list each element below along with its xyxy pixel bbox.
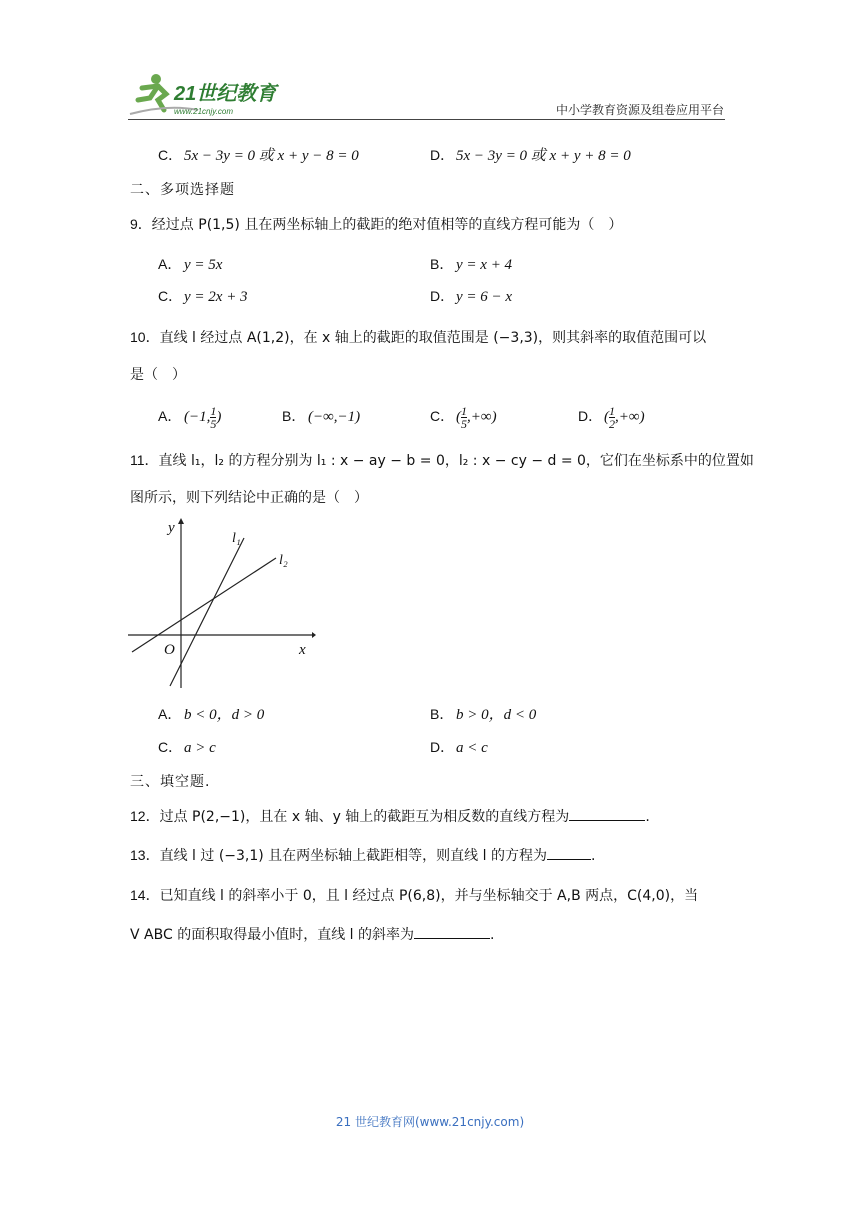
y-axis-label: y (168, 520, 175, 536)
q10-stem-line2: 是（ ） (130, 367, 186, 383)
q11-option-c: C． a > c (158, 739, 216, 756)
q11-option-b: B． b > 0，d < 0 (430, 706, 537, 723)
l1-label: l₁ (232, 531, 241, 546)
q14-answer-blank (414, 924, 490, 939)
l2-label: l₂ (279, 553, 288, 568)
q11-stem-line1: 11．直线 l₁，l₂ 的方程分别为 l₁ : x − ay − b = 0，l₂ : x − cy − d = 0，它们在坐标系中的位置如 (130, 452, 754, 469)
site-logo (128, 70, 298, 120)
q10-option-b: B． (−∞,−1) (282, 408, 361, 425)
q8-option-d: D． 5x − 3y = 0 或 x + y + 8 = 0 (430, 147, 631, 164)
header-divider (128, 119, 725, 120)
footer-source[interactable]: 21 世纪教育网(www.21cnjy.com) (335, 1115, 525, 1129)
line-l2 (132, 558, 276, 652)
header-platform-text: 中小学教育资源及组卷应用平台 (555, 103, 724, 117)
q11-stem-line2: 图所示，则下列结论中正确的是（ ） (130, 490, 368, 506)
q9-stem: 9．经过点 P(1,5) 且在两坐标轴上的截距的绝对值相等的直线方程可能为（ ） (130, 216, 623, 233)
origin-label: O (164, 642, 175, 658)
q13-answer-blank (547, 845, 591, 860)
y-axis-arrow-icon (178, 518, 184, 524)
q8-option-c: C． 5x − 3y = 0 或 x + y − 8 = 0 (158, 147, 359, 164)
q11-option-d: D． a < c (430, 739, 488, 756)
q10-option-d: D． ( $\frac{1}{2}$ ,+∞) (578, 404, 645, 432)
q12-stem: 12．过点 P(2,−1)，且在 x 轴、y 轴上的截距互为相反数的直线方程为 . (130, 808, 650, 825)
section-fill-in: 三、填空题. (130, 774, 211, 790)
q13-stem: 13．直线 l 过 (−3,1) 且在两坐标轴上截距相等，则直线 l 的方程为 . (130, 847, 596, 864)
section-multiple-choice: 二、多项选择题 (130, 182, 235, 198)
q11-option-a: A． b < 0，d > 0 (158, 706, 265, 723)
q9-option-d: D． y = 6 − x (430, 288, 513, 305)
q11-coordinate-graph (126, 518, 316, 690)
q9-option-c: C． y = 2x + 3 (158, 288, 248, 305)
q9-option-a: A． y = 5x (158, 256, 223, 273)
q12-answer-blank (569, 806, 645, 821)
q10-stem-line1: 10．直线 l 经过点 A(1,2)，在 x 轴上的截距的取值范围是 (−3,3)，则其斜率的取值范围可以 (130, 329, 707, 346)
q14-stem-line2: V ABC 的面积取得最小值时，直线 l 的斜率为 . (130, 924, 494, 945)
logo-text: 21世纪教育 (174, 83, 277, 105)
q14-stem-line1: 14．已知直线 l 的斜率小于 0，且 l 经过点 P(6,8)，并与坐标轴交于 A,B 两点，C(4,0)，当 (130, 887, 699, 904)
x-axis-arrow-icon (312, 632, 316, 638)
q10-option-c: C． ( $\frac{1}{5}$ ,+∞) (430, 404, 497, 432)
q10-option-a: A． (−1, $\frac{1}{5}$ ) (158, 404, 222, 432)
logo-url: www.21cnjy.com (174, 107, 233, 116)
x-axis-label: x (299, 642, 306, 658)
q9-option-b: B． y = x + 4 (430, 256, 513, 273)
